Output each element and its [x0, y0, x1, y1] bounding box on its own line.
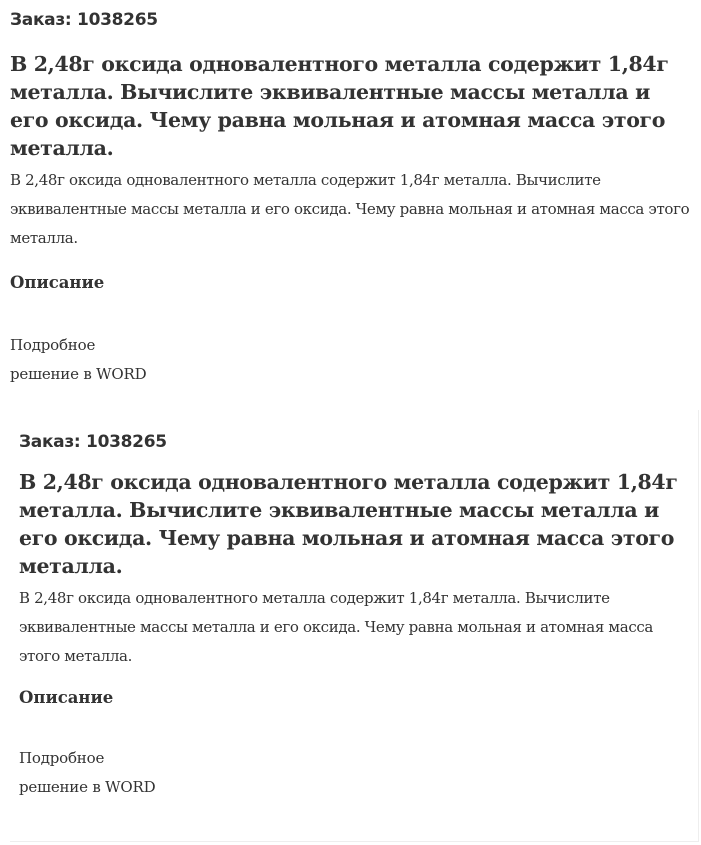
description-line: Подробное — [10, 336, 96, 354]
problem-text: В 2,48г оксида одновалентного металла содержит 1,84г металла. Вычислите эквивалентные массы металла и его оксида. Чему равна мольная и атомная масса этого металла. — [10, 171, 690, 247]
description-heading: Описание — [19, 688, 114, 707]
description-line: решение в WORD — [10, 365, 147, 383]
problem-title: В 2,48г оксида одновалентного металла содержит 1,84г металла. Вычислите эквивалентные массы металла и его оксида. Чему равна мольная и атомная масса этого металла. — [10, 52, 669, 160]
description-heading: Описание — [10, 273, 105, 292]
order-number: Заказ: 1038265 — [10, 10, 158, 30]
order-number: Заказ: 1038265 — [19, 432, 167, 452]
description-text — [19, 744, 688, 802]
description-line: решение в WORD — [19, 778, 156, 796]
problem-title: В 2,48г оксида одновалентного металла содержит 1,84г металла. Вычислите эквивалентные массы металла и его оксида. Чему равна мольная и атомная масса этого металла. — [19, 470, 678, 578]
order-block-primary — [0, 0, 701, 389]
description-line: Подробное — [19, 749, 105, 767]
problem-text: В 2,48г оксида одновалентного металла содержит 1,84г металла. Вычислите эквивалентные массы металла и его оксида. Чему равна мольная и атомная масса этого металла. — [19, 589, 654, 665]
order-block-secondary — [10, 410, 699, 842]
description-text — [10, 331, 691, 389]
